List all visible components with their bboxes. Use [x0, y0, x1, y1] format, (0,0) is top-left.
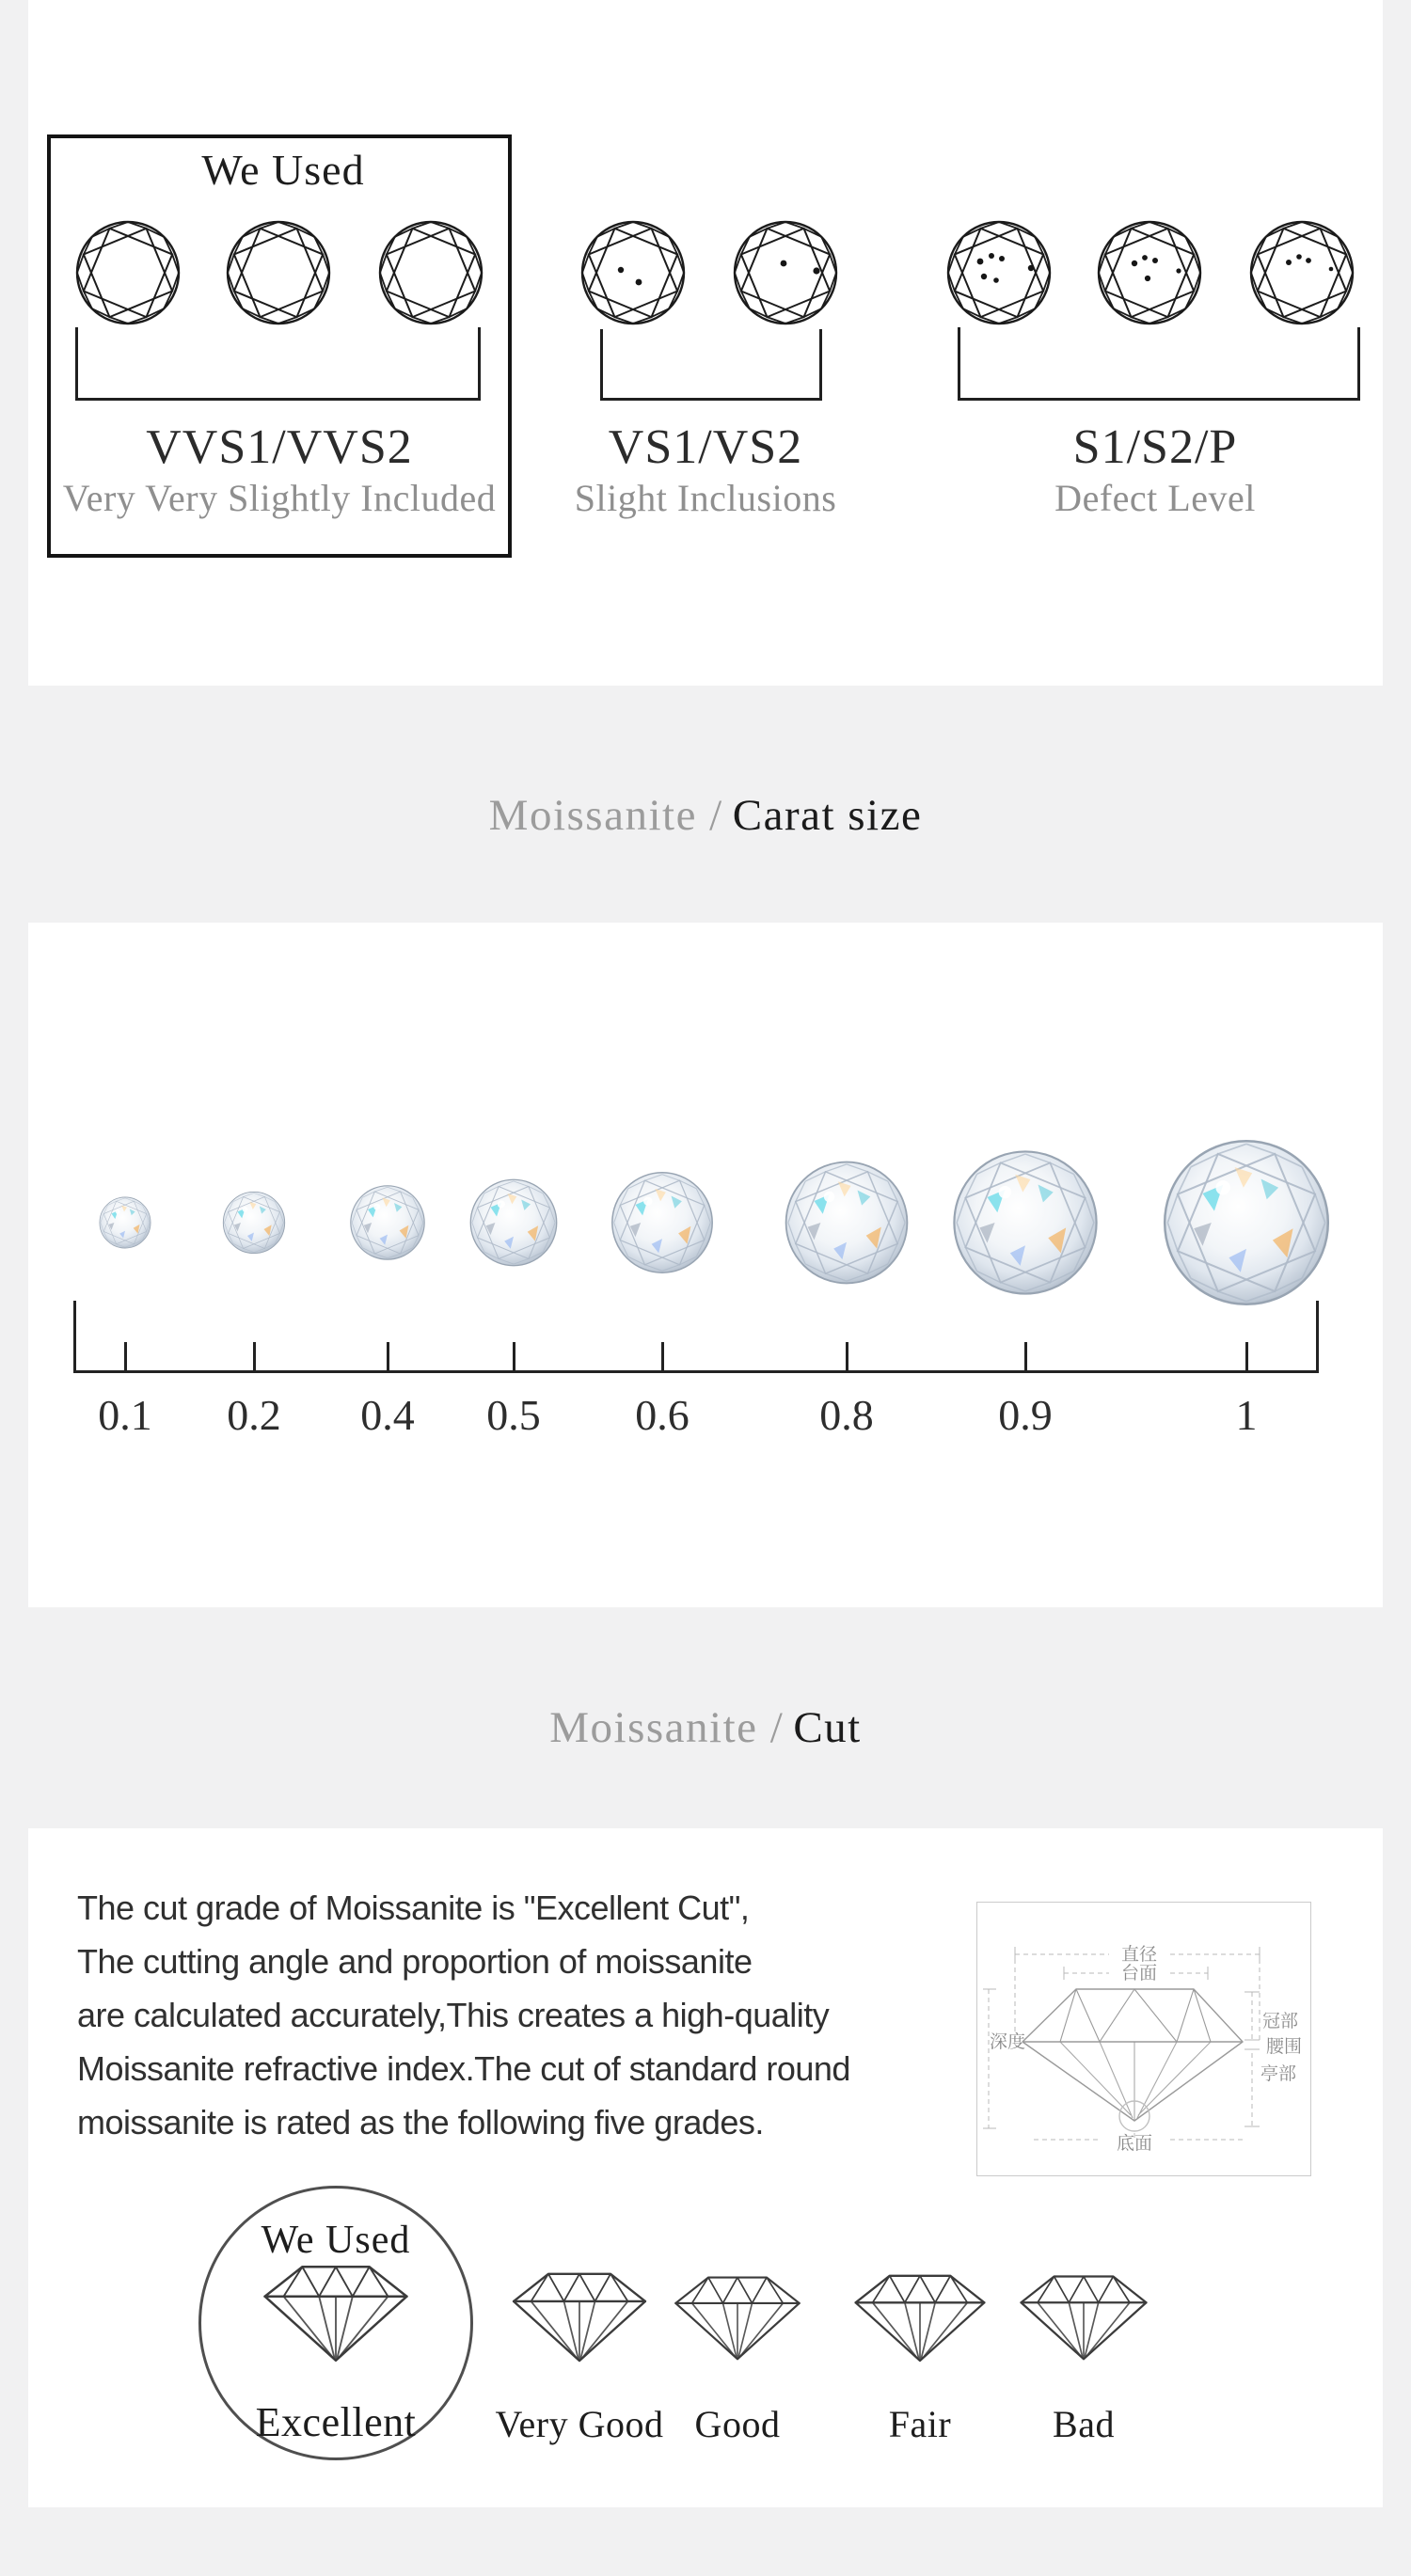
paragraph-line: are calculated accurately,This creates a high-quality	[77, 1996, 830, 2034]
group-bracket	[958, 327, 1360, 401]
group-bracket	[75, 327, 481, 401]
carat-size-label: 0.6	[635, 1391, 690, 1439]
cut-grade-diamond-good-icon	[669, 2272, 806, 2363]
cut-we-used-label: We Used	[261, 2219, 411, 2262]
carat-section	[28, 923, 1383, 1607]
heading-emphasis-part: Cut	[793, 1703, 862, 1752]
carat-scale-tick	[124, 1342, 127, 1373]
carat-scale-tick	[846, 1342, 848, 1373]
cut-section-heading	[549, 1702, 862, 1753]
carat-gem-0.2-icon	[221, 1190, 287, 1256]
carat-gem-0.5-icon	[468, 1177, 560, 1269]
we-used-box-title: We Used	[201, 146, 365, 194]
diagram-label-depth: 深度	[989, 2032, 1026, 2052]
carat-gem-0.6-icon	[609, 1169, 716, 1276]
heading-muted-part: Moissanite /	[549, 1703, 785, 1752]
clarity-stone-s-icon	[1245, 216, 1358, 329]
clarity-grade-description: Very Very Slightly Included	[62, 477, 497, 519]
carat-scale-tick	[253, 1342, 256, 1373]
paragraph-line: Moissanite refractive index.The cut of standard round	[77, 2049, 850, 2088]
cut-grade-label: Very Good	[495, 2403, 664, 2445]
paragraph-line: The cut grade of Moissanite is "Excellent Cut",	[77, 1889, 750, 1927]
carat-size-label: 0.4	[360, 1391, 415, 1439]
carat-size-label: 0.5	[486, 1391, 541, 1439]
group-bracket	[600, 329, 822, 401]
cut-section	[28, 1828, 1383, 2507]
diagram-label-diameter: 直径	[1120, 1945, 1158, 1965]
clarity-stone-vvs-icon	[374, 216, 487, 329]
cut-grade-label: Excellent	[255, 2399, 417, 2445]
carat-size-label: 0.2	[227, 1391, 281, 1439]
carat-scale-end-tick	[1316, 1301, 1319, 1373]
clarity-grade-label: VS1/VS2	[608, 420, 803, 474]
carat-scale-tick	[387, 1342, 389, 1373]
cut-grade-diamond-excellent-icon	[257, 2261, 415, 2364]
diagram-label-culet: 底面	[1116, 2134, 1153, 2154]
clarity-grade-description: Slight Inclusions	[574, 477, 837, 519]
clarity-stone-vs-icon	[729, 216, 842, 329]
clarity-stone-vvs-icon	[71, 216, 184, 329]
diamond-proportions-sketch-icon	[977, 1903, 1310, 2175]
carat-gem-0.8-icon	[782, 1158, 912, 1288]
clarity-grade-label: S1/S2/P	[1072, 420, 1238, 474]
diagram-label-girdle: 腰围	[1265, 2037, 1303, 2057]
diagram-label-table: 台面	[1120, 1964, 1158, 1983]
paragraph-line: The cutting angle and proportion of moissanite	[77, 1942, 753, 1981]
carat-scale-tick	[661, 1342, 664, 1373]
clarity-stone-vs-icon	[577, 216, 690, 329]
cut-grade-label: Fair	[888, 2403, 952, 2445]
carat-gem-0.9-icon	[949, 1146, 1102, 1299]
clarity-stone-s-icon	[1093, 216, 1206, 329]
clarity-grade-label: VVS1/VVS2	[146, 420, 413, 474]
carat-size-label: 1	[1235, 1391, 1258, 1439]
carat-scale-tick	[513, 1342, 515, 1373]
heading-emphasis-part: Carat size	[732, 791, 923, 840]
cut-grade-label: Good	[694, 2403, 781, 2445]
carat-size-label: 0.1	[98, 1391, 152, 1439]
carat-gem-1-icon	[1159, 1135, 1334, 1310]
clarity-stone-s-icon	[943, 216, 1055, 329]
diagram-label-crown: 冠部	[1261, 2012, 1299, 2031]
carat-scale-tick	[1024, 1342, 1027, 1373]
heading-muted-part: Moissanite /	[488, 791, 723, 840]
carat-scale-tick	[1245, 1342, 1248, 1373]
carat-gem-0.1-icon	[98, 1195, 152, 1250]
carat-size-label: 0.8	[819, 1391, 874, 1439]
cut-grade-label: Bad	[1053, 2403, 1115, 2445]
cut-grade-diamond-very-good-icon	[506, 2268, 653, 2364]
carat-scale-baseline	[73, 1370, 1319, 1373]
carat-size-label: 0.9	[998, 1391, 1053, 1439]
carat-scale-end-tick	[73, 1301, 76, 1373]
diagram-label-pavilion: 亭部	[1260, 2064, 1297, 2084]
cut-paragraph	[77, 1881, 850, 2149]
carat-section-heading	[489, 790, 923, 841]
cut-proportion-diagram	[976, 1902, 1311, 2176]
clarity-stone-vvs-icon	[222, 216, 335, 329]
cut-grade-diamond-bad-icon	[1014, 2271, 1153, 2363]
clarity-grade-description: Defect Level	[1054, 477, 1256, 519]
carat-gem-0.4-icon	[348, 1183, 427, 1262]
clarity-section	[28, 0, 1383, 686]
cut-grade-diamond-fair-icon	[848, 2270, 991, 2364]
paragraph-line: moissanite is rated as the following five grades.	[77, 2103, 764, 2141]
